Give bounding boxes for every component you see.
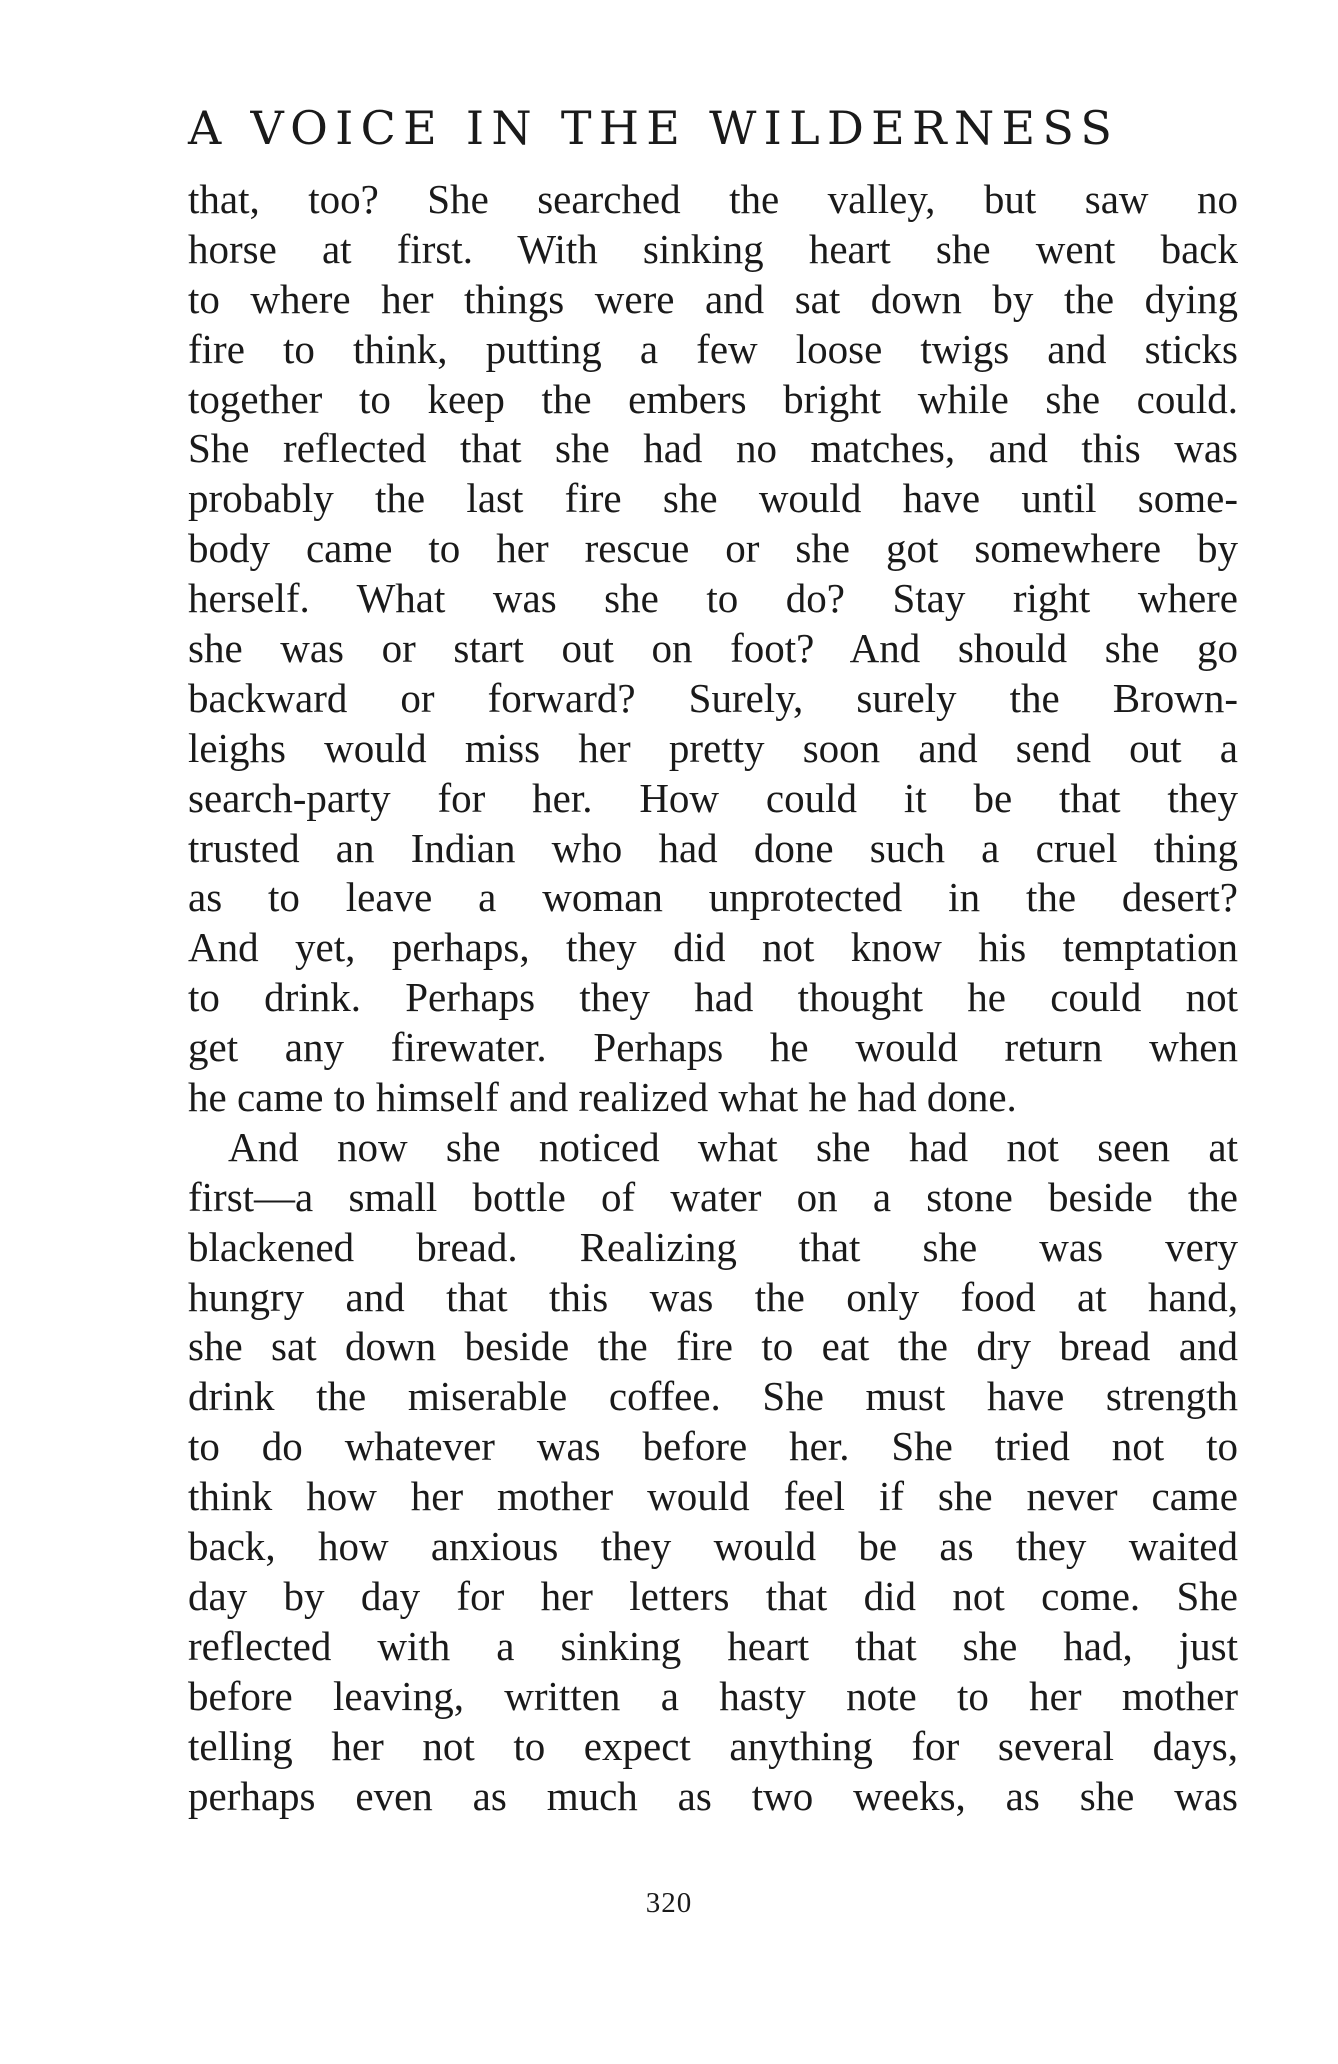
text-line-paragraph-start: And now she noticed what she had not seen at: [228, 1123, 1238, 1170]
text-line: telling her not to expect anything for several days,: [188, 1722, 1238, 1769]
text-line: to drink. Perhaps they had thought he could not: [188, 974, 1238, 1021]
text-line: body came to her rescue or she got somewhere by: [188, 525, 1238, 572]
text-line: to where her things were and sat down by the dying: [188, 275, 1238, 322]
text-line: that, too? She searched the valley, but saw no: [188, 176, 1238, 222]
text-line: back, how anxious they would be as they waited: [188, 1523, 1238, 1570]
text-line: first—a small bottle of water on a stone beside the: [188, 1173, 1238, 1220]
text-line: before leaving, written a hasty note to her mother: [188, 1672, 1238, 1719]
body-text: [188, 175, 1238, 1895]
text-line: perhaps even as much as two weeks, as she was: [188, 1772, 1238, 1819]
text-line: blackened bread. Realizing that she was very: [188, 1223, 1238, 1270]
text-line: think how her mother would feel if she never came: [188, 1473, 1238, 1520]
text-line: drink the miserable coffee. She must have strength: [188, 1373, 1238, 1420]
text-line: together to keep the embers bright while she could.: [188, 375, 1238, 422]
text-line: fire to think, putting a few loose twigs and sticks: [188, 325, 1238, 372]
text-line: to do whatever was before her. She tried not to: [188, 1423, 1238, 1470]
text-line: herself. What was she to do? Stay right where: [188, 575, 1238, 622]
text-line: reflected with a sinking heart that she had, just: [188, 1622, 1238, 1669]
text-line: she sat down beside the fire to eat the dry bread and: [188, 1323, 1238, 1370]
text-line: search-party for her. How could it be that they: [188, 774, 1238, 821]
text-line: hungry and that this was the only food at hand,: [188, 1273, 1238, 1320]
text-line: as to leave a woman unprotected in the desert?: [188, 874, 1238, 921]
text-line: day by day for her letters that did not come. She: [188, 1572, 1238, 1619]
text-line: probably the last fire she would have until some-: [188, 475, 1238, 522]
text-line: trusted an Indian who had done such a cruel thing: [188, 824, 1238, 871]
page-number: 320: [645, 1887, 693, 1919]
text-line: get any firewater. Perhaps he would return when: [188, 1024, 1238, 1071]
running-head-title: A VOICE IN THE WILDERNESS: [188, 101, 1120, 155]
text-line: backward or forward? Surely, surely the Brown-: [188, 674, 1238, 721]
text-line: She reflected that she had no matches, and this was: [188, 425, 1238, 472]
text-line: horse at first. With sinking heart she went back: [188, 225, 1238, 272]
text-line: she was or start out on foot? And should she go: [188, 625, 1238, 672]
text-line: he came to himself and realized what he had done.: [188, 1074, 1017, 1121]
text-line: leighs would miss her pretty soon and send out a: [188, 724, 1238, 771]
text-line: And yet, perhaps, they did not know his temptation: [188, 924, 1238, 971]
